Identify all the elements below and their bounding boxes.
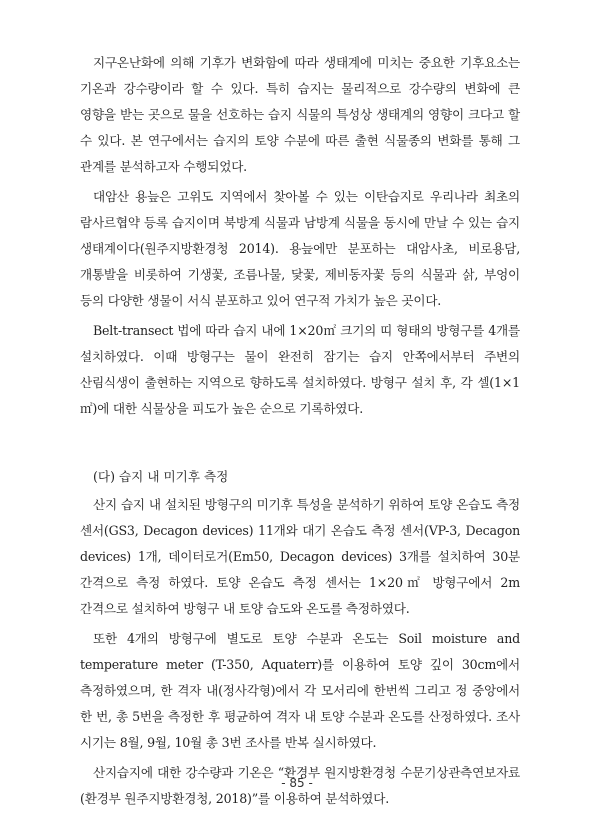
- paragraph-yongneup: 대암산 용늪은 고위도 지역에서 찾아볼 수 있는 이탄습지로 우리나라 최초의 람사르협약 등록 습지이며 북방계 식물과 남방계 식물을 동시에 만날 수 있는 습지 생태계이다(원주지방환경청 2014). 용늪에만 분포하는 대암사초, 비로용담, 개통발을 비롯하여 기생꽃, 조름나물, 닻꽃, 제비동자꽃 등의 식물과 삵, 부엉이 등의 다양한 생물이 서식 분포하고 있어 연구적 가치가 높은 곳이다.: [80, 189, 520, 308]
- paragraph-belt-transect: Belt-transect 법에 따라 습지 내에 1×20㎡ 크기의 띠 형태의 방형구를 4개를 설치하였다. 이때 방형구는 물이 완전히 잠기는 습지 안쪽에서부터 주변의 산림식생이 출현하는 지역으로 향하도록 설치하였다. 방형구 설치 후, 각 셀(1×1㎡)에 대한 식물상을 피도가 높은 순으로 기록하였다.: [80, 323, 520, 416]
- paragraph-climate-intro: 지구온난화에 의해 기후가 변화함에 따라 생태계에 미치는 중요한 기후요소는 기온과 강수량이라 할 수 있다. 특히 습지는 물리적으로 강수량의 변화에 큰 영향을 받는 곳으로 물을 선호하는 습지 식물의 특성상 생태계의 영향이 크다고 할 수 있다. 본 연구에서는 습지의 토양 수분에 따른 출현 식물종의 변화를 통해 그 관계를 분석하고자 수행되었다.: [80, 55, 520, 174]
- body-text: [80, 50, 520, 816]
- paragraph-sensors: 산지 습지 내 설치된 방형구의 미기후 특성을 분석하기 위하여 토양 온습도 측정 센서(GS3, Decagon devices) 11개와 대기 온습도 측정 센서(VP-3, Decagon devices) 1개, 데이터로거(Em50, Decagon devices) 3개를 설치하여 30분 간격으로 측정 하였다. 토양 온습도 측정 센서는 1×20㎡ 방형구에서 2m 간격으로 설치하여 방형구 내 토양 습도와 온도를 측정하였다.: [80, 497, 520, 616]
- paragraph-precipitation-data: 산지습지에 대한 강수량과 기온은 “환경부 원지방환경청 수문기상관측연보자료(환경부 원주지방환경청, 2018)”를 이용하여 분석하였다.: [80, 765, 520, 806]
- paragraph-soil-meter: 또한 4개의 방형구에 별도로 토양 수분과 온도는 Soil moisture and temperature meter (T-350, Aquaterr)를 이용하여 토양 깊이 30cm에서 측정하였으며, 한 격자 내(정사각형)에서 각 모서리에 한번씩 그리고 정 중앙에서 한 번, 총 5번을 측정한 후 평균하여 격자 내 토양 수분과 온도를 산정하였다. 조사 시기는 8월, 9월, 10월 총 3번 조사를 반복 실시하였다.: [80, 631, 520, 750]
- section-subheading: (다) 습지 내 미기후 측정: [93, 469, 229, 484]
- page-number: - 85 -: [281, 776, 313, 790]
